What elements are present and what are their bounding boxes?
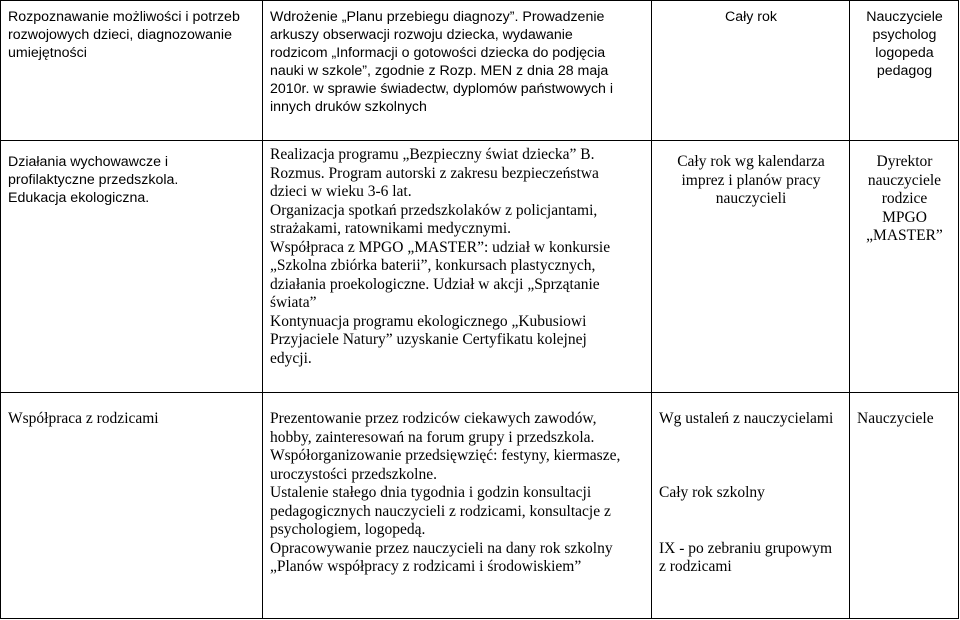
actions-text: hobby, zainteresowań na forum grupy i przedszkola. bbox=[270, 428, 595, 446]
area-cell bbox=[1, 141, 263, 393]
actions-text: działania proekologiczne. Udział w akcji „Sprzątanie bbox=[270, 275, 600, 293]
table-row bbox=[1, 393, 959, 619]
actions-text: innych druków szkolnych bbox=[270, 99, 427, 115]
actions-text: Organizacja spotkań przedszkolaków z policjantami, bbox=[270, 201, 598, 219]
term-cell bbox=[652, 141, 850, 393]
area-text: profilaktyczne przedszkola. bbox=[8, 172, 179, 188]
actions-text: Rozmus. Program autorski z zakresu bezpieczeństwa bbox=[270, 164, 599, 182]
area-cell bbox=[1, 393, 263, 619]
term-text: Wg ustaleń z nauczycielami bbox=[659, 410, 834, 427]
actions-text: Opracowywanie przez nauczycieli na dany rok szkolny bbox=[270, 539, 613, 557]
responsible-cell bbox=[850, 141, 959, 393]
term-text: IX - po zebraniu grupowym bbox=[659, 539, 833, 557]
term-text bbox=[659, 521, 843, 540]
actions-text: Kontynuacja programu ekologicznego „Kubusiowi bbox=[270, 312, 587, 330]
area-text: Działania wychowawcze i bbox=[8, 154, 169, 170]
responsible-text: rodzice bbox=[881, 190, 928, 207]
term-cell bbox=[652, 393, 850, 619]
responsible-cell bbox=[850, 1, 959, 141]
responsible-text: psycholog bbox=[872, 27, 937, 43]
area-text: umiejętności bbox=[8, 45, 87, 61]
term-text: Cały rok bbox=[724, 9, 778, 25]
responsible-text: Dyrektor bbox=[876, 153, 933, 170]
table-row bbox=[1, 1, 959, 141]
actions-text: rodzicom „Informacji o gotowości dziecka do podjęcia bbox=[270, 45, 606, 61]
responsible-text: MPGO bbox=[882, 208, 927, 226]
area-text: rozwojowych dzieci, diagnozowanie bbox=[8, 27, 232, 43]
responsible-text: Nauczyciele bbox=[866, 9, 943, 25]
term-text bbox=[659, 503, 843, 522]
actions-text: uroczystości przedszkolne. bbox=[270, 465, 437, 483]
term-text: imprez i planów pracy bbox=[681, 171, 821, 189]
actions-cell bbox=[263, 141, 652, 393]
responsible-text: „MASTER” bbox=[866, 227, 943, 244]
actions-text: arkuszy obserwacji rozwoju dziecka, wydawanie bbox=[270, 27, 573, 43]
term-text: z rodzicami bbox=[659, 558, 732, 575]
actions-text: świata” bbox=[270, 294, 317, 311]
area-text: Edukacja ekologiczna. bbox=[8, 190, 150, 206]
actions-text: psychologiem, logopedą. bbox=[270, 521, 426, 538]
actions-text: strażakami, ratownikami medycznymi. bbox=[270, 220, 512, 237]
term-cell bbox=[652, 1, 850, 141]
actions-text: pedagogicznych nauczycieli z rodzicami, konsultacje z bbox=[270, 502, 611, 520]
actions-text: Wdrożenie „Planu przebiegu diagnozy”. Prowadzenie bbox=[270, 9, 605, 25]
term-text: Cały rok wg kalendarza bbox=[677, 153, 825, 170]
actions-text: Przyjaciele Natury” uzyskanie Certyfikatu kolejnej bbox=[270, 331, 587, 348]
area-cell bbox=[1, 1, 263, 141]
actions-text: „Szkolna zbiórka baterii”, konkursach plastycznych, bbox=[270, 257, 596, 274]
actions-text: 2010r. w sprawie świadectw, dyplomów państwowych i bbox=[270, 81, 614, 97]
actions-text: dzieci w wieku 3-6 lat. bbox=[270, 183, 412, 200]
term-text bbox=[659, 429, 843, 448]
area-text: Rozpoznawanie możliwości i potrzeb bbox=[8, 9, 240, 25]
area-text: Współpraca z rodzicami bbox=[8, 410, 159, 427]
table-row bbox=[1, 141, 959, 393]
responsible-text: logopeda bbox=[875, 45, 934, 61]
actions-text: nauki w szkole”, zgodnie z Rozp. MEN z dnia 28 maja bbox=[270, 63, 609, 79]
term-text bbox=[659, 466, 843, 485]
responsible-cell bbox=[850, 393, 959, 619]
responsible-text: nauczyciele bbox=[867, 171, 942, 189]
actions-cell bbox=[263, 393, 652, 619]
term-text bbox=[659, 447, 843, 466]
actions-text: Realizacja programu „Bezpieczny świat dziecka” B. bbox=[270, 146, 595, 163]
term-text: Cały rok szkolny bbox=[659, 484, 765, 501]
responsible-text: Nauczyciele bbox=[857, 410, 934, 427]
responsible-text: pedagog bbox=[876, 63, 933, 79]
actions-text: Prezentowanie przez rodziców ciekawych zawodów, bbox=[270, 410, 597, 427]
actions-text: edycji. bbox=[270, 349, 312, 367]
actions-text: Ustalenie stałego dnia tygodnia i godzin konsultacji bbox=[270, 484, 592, 501]
actions-text: Współpraca z MPGO „MASTER”: udział w konkursie bbox=[270, 238, 611, 256]
actions-cell bbox=[263, 1, 652, 141]
term-text: nauczycieli bbox=[715, 190, 787, 207]
actions-text: „Planów współpracy z rodzicami i środowiskiem” bbox=[270, 558, 582, 575]
actions-text: Współorganizowanie przedsięwzięć: festyny, kiermasze, bbox=[270, 447, 621, 464]
